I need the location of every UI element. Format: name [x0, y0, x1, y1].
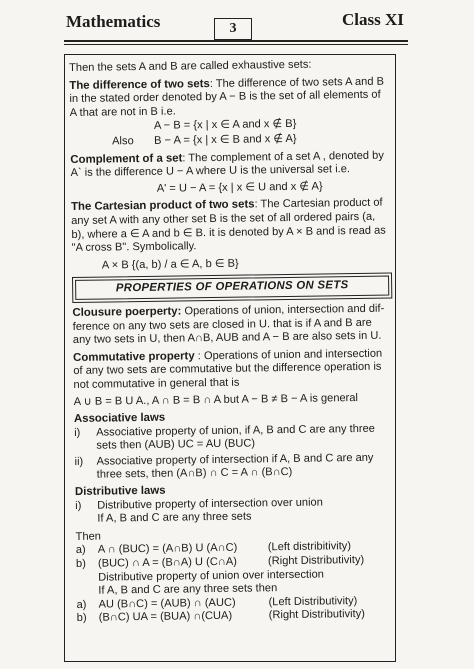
uni-a-note: (Left Distributivity) [268, 594, 358, 609]
uni-a-formula: AU (B∩C) = (AUB) ∩ (AUC) [98, 596, 236, 611]
properties-banner-title: PROPERTIES OF OPERATIONS ON SETS [75, 276, 389, 300]
header-rule [64, 40, 408, 42]
cartesian-equation: A × B {(a, b) / a ∈ A, b ∈ B} [101, 257, 239, 272]
properties-banner [72, 273, 392, 303]
complement-equation: A' = U − A = {x | x ∈ U and x ∉ A} [156, 180, 323, 195]
exhaustive-line: Then the sets A and B are called exhaustive sets: [69, 58, 312, 74]
cartesian-text-4: "A cross B". Symbolically. [71, 240, 197, 255]
dist-1-text-a: Distributive property of intersection over union [97, 496, 323, 512]
commutative-text-3: not commutative in general that is [73, 376, 240, 391]
difference-text-3: A that are not in B i.e. [69, 105, 176, 119]
complement-heading: Complement of a set [70, 151, 183, 166]
uni-b-num: b) [76, 612, 87, 625]
int-b-num: b) [75, 557, 86, 570]
assoc-2-text-a: Associative property of intersection if A, B and C are any [96, 451, 374, 468]
difference-eq2-text: B − A = {x | x ∈ B and x ∉ A} [154, 132, 297, 147]
assoc-1-text-a: Associative property of union, if A, B and C are any three [96, 422, 375, 439]
assoc-2-text-b: three sets, then (A∩B) ∩ C = A ∩ (B∩C) [96, 466, 293, 482]
uni-b-note: (Right Distributivity) [268, 608, 365, 622]
cartesian-text-1: : The Cartesian product of [254, 196, 383, 211]
int-b-formula: (BUC) ∩ A = (B∩A) U (C∩A) [97, 555, 237, 570]
complement-text-2: A` is the difference U − A where U is the universal set i.e. [70, 163, 351, 180]
closure-text-3: any two sets in U, then A∩B, AUB and A − B are also sets in U. [72, 329, 382, 347]
difference-heading: The difference of two sets [69, 77, 210, 92]
header-subject: Mathematics [66, 12, 161, 31]
int-b-note: (Right Distributivity) [267, 553, 365, 568]
dist-1-text-b: If A, B and C are any three sets [97, 510, 252, 525]
page-content [69, 58, 397, 626]
closure-text-1: Operations of union, intersection and dif- [181, 302, 385, 318]
int-a-formula: A ∩ (BUC) = (A∩B) U (A∩C) [97, 542, 238, 557]
complement-text-1: : The complement of a set A , denoted by [182, 149, 384, 164]
commutative-text-2: of any two sets are commutative but the difference operation is [73, 360, 382, 378]
cartesian-text-2: any set A with any other set B is the set of all ordered pairs (a, [71, 210, 376, 227]
closure-heading: Clousure poerperty: [72, 305, 182, 319]
then-label: Then [75, 530, 102, 543]
assoc-1-num: i) [74, 426, 81, 439]
dist-1-num: i) [75, 499, 82, 512]
difference-eq1-text: A − B = {x | x ∈ A and x ∉ B} [153, 118, 297, 133]
associative-heading: Associative laws [73, 411, 166, 426]
int-a-num: a) [75, 544, 86, 557]
cartesian-heading: The Cartesian product of two sets [70, 198, 255, 214]
assoc-2-num: ii) [74, 455, 84, 468]
uni-a-num: a) [76, 598, 87, 611]
also-label: Also [112, 135, 134, 148]
commutative-heading: Commutative property [73, 349, 195, 364]
commutative-text-1: : Operations of union and intersection [194, 347, 383, 362]
distributive-heading: Distributive laws [74, 484, 166, 498]
uni-b-formula: (B∩C) UA = (BUA) ∩(CUA) [98, 610, 233, 625]
dist-2-text-b: If A, B and C are any three sets then [98, 582, 278, 597]
int-a-note: (Left distribitivity) [267, 540, 352, 554]
header-rule-thin [64, 44, 408, 45]
closure-text-2: ference on any two sets are closed in U. that is if A and B are [72, 316, 372, 333]
header-class: Class XI [342, 10, 404, 29]
commutative-equation: A ∪ B = B U A., A ∩ B = B ∩ A but A − B ≠ B − A is general [73, 392, 359, 409]
page-number: 3 [214, 18, 252, 40]
assoc-1-text-b: sets then (AUB) UC = AU (BUC) [96, 437, 256, 452]
dist-2-text-a: Distributive property of union over intersection [98, 568, 324, 584]
difference-text-1: : The difference of two sets A and B [209, 75, 385, 90]
difference-text-2: in the stated order denoted by A − B is the set of all elements of [69, 88, 381, 106]
cartesian-text-3: b), where a ∈ A and b ∈ B. it is denoted by A × B and is read as [71, 224, 386, 241]
